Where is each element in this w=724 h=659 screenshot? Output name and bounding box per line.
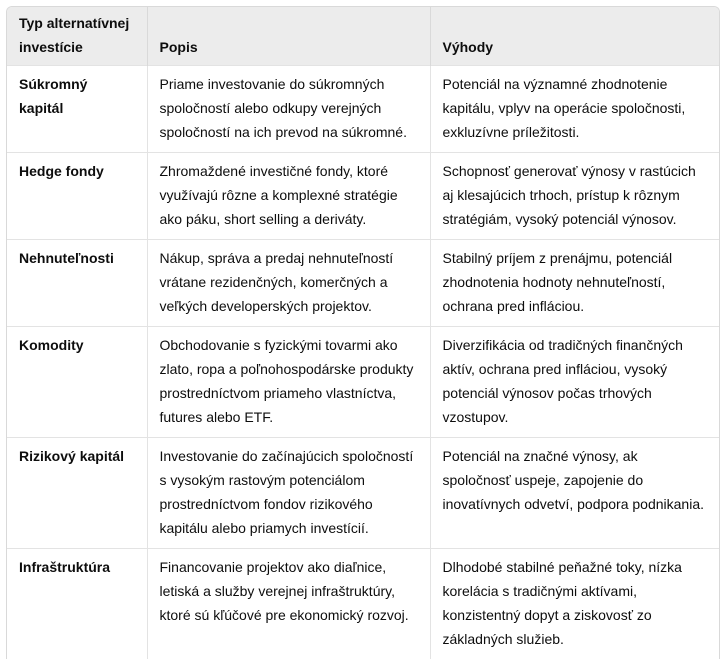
cell-type: Súkromný kapitál xyxy=(7,66,147,153)
investments-table-container xyxy=(6,6,720,659)
cell-description: Investovanie do začínajúcich spoločností s vysokým rastovým potenciálom prostredníctvom fondov rizikového kapitálu alebo priamych investícií. xyxy=(147,438,430,549)
alternative-investments-table xyxy=(7,7,719,659)
cell-description: Priame investovanie do súkromných spoločností alebo odkupy verejných spoločností na ich prevod na súkromné. xyxy=(147,66,430,153)
cell-type: Hedge fondy xyxy=(7,153,147,240)
header-benefits: Výhody xyxy=(430,7,719,66)
cell-benefits: Dlhodobé stabilné peňažné toky, nízka korelácia s tradičnými aktívami, konzistentný dopyt a ziskovosť zo základných služieb. xyxy=(430,549,719,659)
header-description: Popis xyxy=(147,7,430,66)
cell-benefits: Potenciál na významné zhodnotenie kapitálu, vplyv na operácie spoločnosti, exkluzívne príležitosti. xyxy=(430,66,719,153)
cell-type: Infraštruktúra xyxy=(7,549,147,659)
table-header xyxy=(7,7,719,66)
cell-description: Zhromaždené investičné fondy, ktoré využívajú rôzne a komplexné stratégie ako páku, short selling a deriváty. xyxy=(147,153,430,240)
cell-type: Nehnuteľnosti xyxy=(7,240,147,327)
table-body xyxy=(7,66,719,659)
table-row xyxy=(7,240,719,327)
table-row xyxy=(7,549,719,659)
header-type: Typ alternatívnej investície xyxy=(7,7,147,66)
table-row xyxy=(7,153,719,240)
cell-benefits: Schopnosť generovať výnosy v rastúcich aj klesajúcich trhoch, prístup k rôznym stratégiám, vysoký potenciál výnosov. xyxy=(430,153,719,240)
cell-benefits: Potenciál na značné výnosy, ak spoločnosť uspeje, zapojenie do inovatívnych odvetví, podpora podnikania. xyxy=(430,438,719,549)
cell-type: Komodity xyxy=(7,327,147,438)
cell-benefits: Diverzifikácia od tradičných finančných aktív, ochrana pred infláciou, vysoký potenciál výnosov počas trhových vzostupov. xyxy=(430,327,719,438)
header-row xyxy=(7,7,719,66)
table-row xyxy=(7,66,719,153)
table-row xyxy=(7,327,719,438)
cell-description: Financovanie projektov ako diaľnice, letiská a služby verejnej infraštruktúry, ktoré sú kľúčové pre ekonomický rozvoj. xyxy=(147,549,430,659)
cell-description: Obchodovanie s fyzickými tovarmi ako zlato, ropa a poľnohospodárske produkty prostredníctvom priameho vlastníctva, futures alebo ETF. xyxy=(147,327,430,438)
table-row xyxy=(7,438,719,549)
cell-description: Nákup, správa a predaj nehnuteľností vrátane rezidenčných, komerčných a veľkých developerských projektov. xyxy=(147,240,430,327)
cell-benefits: Stabilný príjem z prenájmu, potenciál zhodnotenia hodnoty nehnuteľností, ochrana pred infláciou. xyxy=(430,240,719,327)
cell-type: Rizikový kapitál xyxy=(7,438,147,549)
